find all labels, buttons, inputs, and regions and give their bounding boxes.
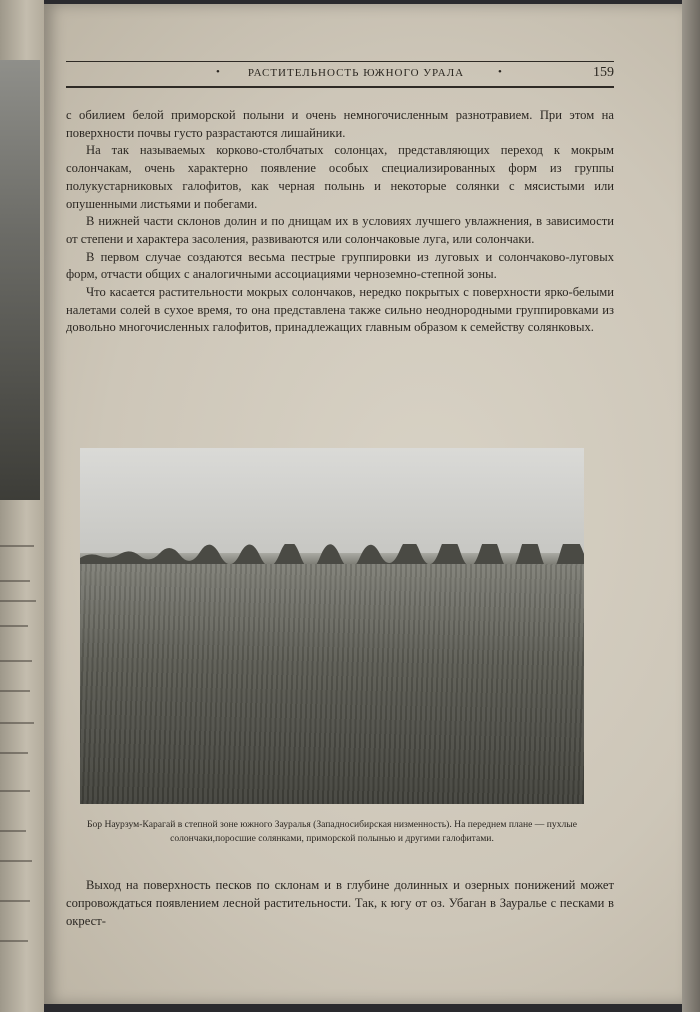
running-head-title: РАСТИТЕЛЬНОСТЬ ЮЖНОГО УРАЛА xyxy=(247,67,465,79)
photo-field xyxy=(80,564,584,804)
paragraph-3: В нижней части склонов долин и по днищам их в условиях лучшего увлажнения, в зависимости от степени и характера засоления, развиваются или солончаковые луга, или солончаки. xyxy=(66,214,614,246)
facing-page-edge xyxy=(0,0,44,1012)
paragraph-1: с обилием белой приморской полыни и очень немногочисленным разнотравием. При этом на поверхности почвы густо разрастаются лишайники. xyxy=(66,108,614,140)
paragraph-2: На так называемых корково-столбчатых солонцах, представляющих переход к мокрым солончакам, очень характерно появление особых специализированных форм из группы полукустарниковых галофитов, как черная полынь и некоторые солянки с мясистыми или опушенными листьями и побегами. xyxy=(66,143,614,211)
photo-treeline xyxy=(80,544,584,566)
header-bullet-right: • xyxy=(498,66,502,78)
photo-sky xyxy=(80,448,584,553)
body-text xyxy=(66,107,614,337)
book-page xyxy=(44,4,682,1004)
closing-paragraph: Выход на поверхность песков по склонам и в глубине долинных и озерных понижений может сопровождаться появлением лесной растительности. Так, к югу от оз. Убаган в Зауралье с песками в окрест- xyxy=(66,878,614,928)
paragraph-4: В первом случае создаются весьма пестрые группировки из луговых и солончаково-луговых форм, отчасти общих с аналогичными ассоциациями черноземно-степной зоны. xyxy=(66,249,614,282)
facing-page-photo xyxy=(0,60,40,500)
running-header xyxy=(66,64,614,88)
page-number: 159 xyxy=(593,65,614,80)
header-bullet-left: • xyxy=(216,66,220,78)
header-top-rule xyxy=(66,61,614,62)
landscape-photo xyxy=(80,448,584,804)
page-stack-edge xyxy=(682,0,700,1012)
paragraph-5: Что касается растительности мокрых солончаков, нередко покрытых с поверхности ярко-белыми налетами солей в сухое время, то она представлена также сильно неоднородными группировками из довольно многочисленных галофитов, принадлежащих главным образом к семейству солянковых. xyxy=(66,285,614,335)
photo-caption: Бор Наурзум-Карагай в степной зоне южного Зауралья (Западносибирская низменность). На переднем плане — пухлые солончаки,поросшие солянками, приморской полынью и другими галофитами. xyxy=(87,819,577,844)
